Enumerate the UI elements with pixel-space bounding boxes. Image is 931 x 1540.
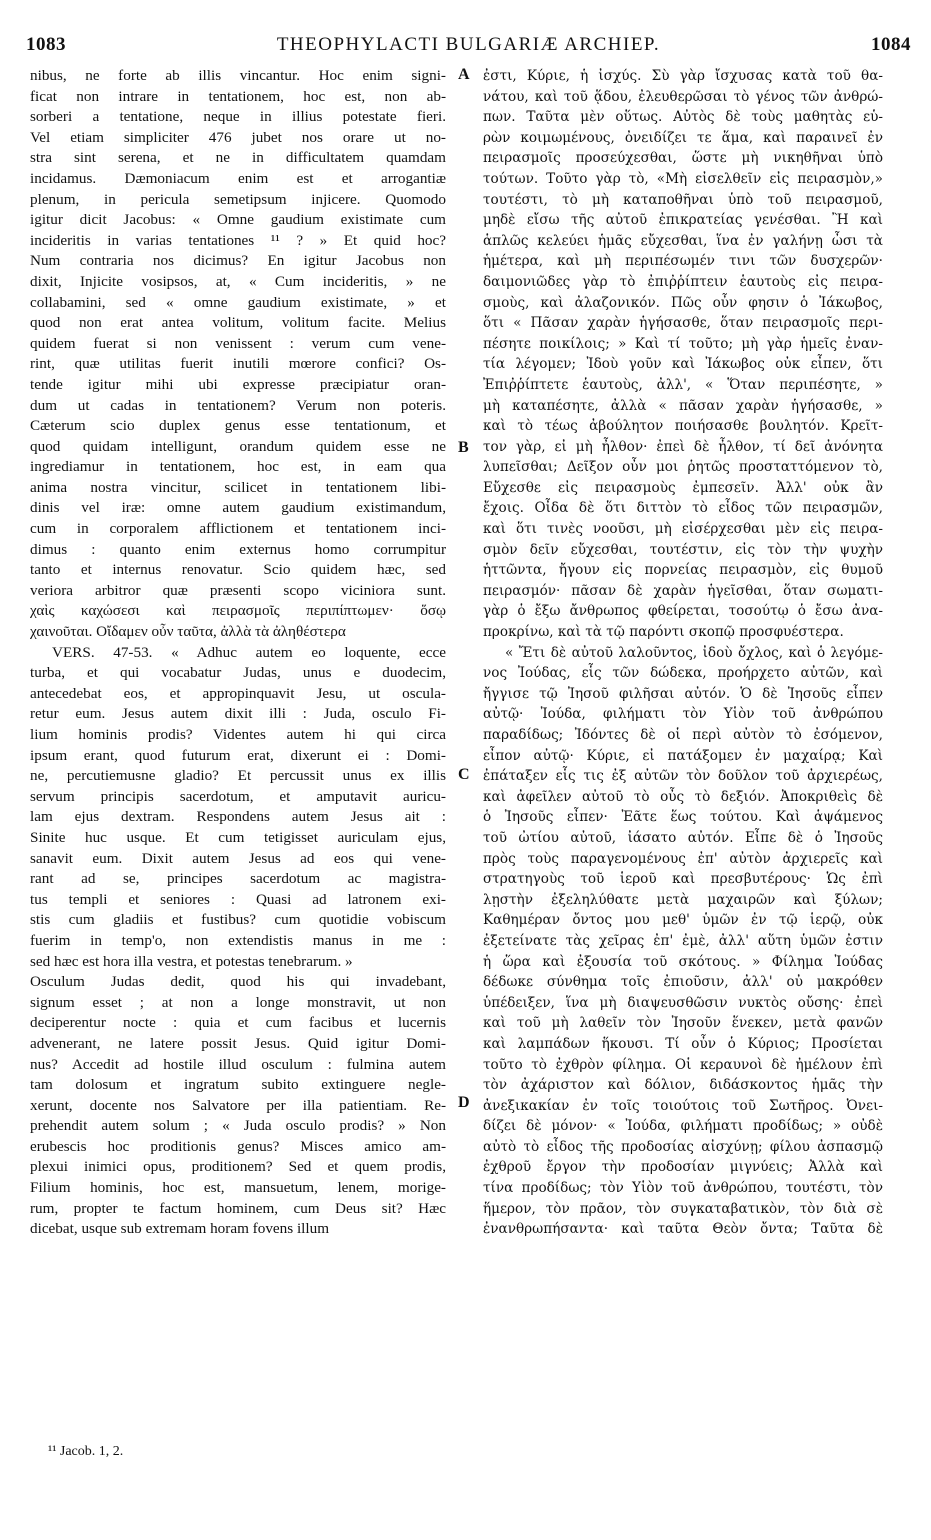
- latin-text-line: servum principis sacerdotum, et amputavit auricu-: [30, 787, 446, 805]
- latin-text-line: rint, quæ utilitas fuerit inutili mœrore confici? Os-: [30, 355, 446, 373]
- greek-text-line: καὶ λαμπάδων ἥκουσι. Τί οὖν ὁ Κύριος; Προσίεται: [483, 1035, 883, 1052]
- latin-text-line: collabamini, sed « omne gaudium existimate, » et: [30, 293, 446, 311]
- greek-text-line: ἡ ὥρα καὶ ἐξουσία τοῦ σκότους. » Φίλημα Ἰούδας: [483, 953, 883, 970]
- greek-text-line: τίνα προδίδως; τὸν Υἱὸν τοῦ ἀνθρώπου, τουτέστι, τὸν: [483, 1180, 883, 1197]
- greek-text-line: λυπεῖσθαι; Δεῖξον οὖν μοι ῥητῶς προσταττόμενον τὸ,: [483, 459, 883, 476]
- latin-text-line: cum in corporalem afflictionem et tentationem inci-: [30, 520, 446, 538]
- latin-text-line: prehendit autem solum ; « Juda osculo prodis? » Non: [30, 1117, 446, 1135]
- latin-text-line: anima nostra vincitur, scilicet in tentationem libi-: [30, 478, 446, 496]
- latin-text-line: Vel etiam simpliciter 476 jubet nos orare ut no-: [30, 128, 446, 146]
- greek-text-line: πειρασμοῖς προσεύχεσθαι, ὥστε μὴ νικηθῆναι ὑπὸ: [483, 150, 883, 167]
- latin-text-line: erubescis hoc proditionis genus? Misces amico am-: [30, 1137, 446, 1155]
- latin-text-line: χαινοῦται. Οἴδαμεν οὖν ταῦτα, ἀλλὰ τὰ ἀληθέστερα: [30, 623, 346, 641]
- greek-text-line: πρὸς τοὺς παραγενομένους ἐπ' αὐτὸν ἀρχιερεῖς καὶ: [483, 850, 883, 867]
- greek-text-line: ἁπλῶς κελεύει ἡμᾶς εὔχεσθαι, ἵνα ἐν γαλήνῃ ὦσι τὰ: [483, 232, 883, 249]
- greek-text-line: αὐτὸ τὸ εἶδος τῆς προδοσίας αἰσχύνῃ; φίλου ἀσπασμῷ: [483, 1138, 883, 1155]
- latin-text-line: nus? Accedit ad hostile illud osculum : fulmina autem: [30, 1055, 446, 1073]
- greek-text-line: λῃστὴν ἐξεληλύθατε μετὰ μαχαιρῶν καὶ ξύλων;: [483, 891, 883, 908]
- section-marker-d: D: [458, 1094, 470, 1111]
- latin-text-line: turba, et qui vocabatur Judas, unus e duodecim,: [30, 664, 446, 682]
- latin-text-line: Sinite huc usque. Et cum tetigisset auriculam ejus,: [30, 828, 446, 846]
- greek-text-line: ἔχοις. Οἶδα δὲ ὅτι διττὸν τὸ εἶδος τῶν πειρασμῶν,: [483, 500, 883, 517]
- greek-text-line: δαιμονιῶδες γὰρ τὸ ἐπιῤῥίπτειν ἑαυτοὺς εἰς πειρα-: [483, 273, 883, 290]
- latin-text-line: sed hæc est hora illa vestra, et potestas tenebrarum. »: [30, 952, 353, 970]
- latin-text-line: nibus, ne forte ab illis vincantur. Hoc enim signi-: [30, 67, 446, 84]
- greek-text-line: ὑπέδειξεν, ἵνα μὴ διαψευσθῶσιν νυκτὸς οὔσης· ἐπεὶ: [483, 994, 883, 1011]
- greek-text-line: τούτων. Τοῦτο γὰρ τὸ, «Μὴ εἰσελθεῖν εἰς πειρασμὸν,»: [483, 170, 883, 187]
- latin-text-line: sorberi a tentatione, neque in illius potestate fieri.: [30, 108, 446, 126]
- latin-text-line: ne, percutiemusne gladio? Et percussit unus ex illis: [30, 767, 446, 785]
- greek-text-line: ἐχθροῦ ἔργον τὴν προδοσίαν μιγνύεις; Ἀλλὰ καὶ: [483, 1159, 883, 1176]
- latin-text-line: dixit, Injicite vosipsos, at, « Cum incideritis, » ne: [30, 272, 446, 290]
- latin-text-line: dum ut cadas in tentationem? Verum non poteris.: [30, 396, 446, 414]
- latin-text-line: ipsum erant, quod futurum erat, dixerunt ei : Domi-: [30, 746, 446, 764]
- latin-text-line: dinis vel iræ: omne autem gaudium existimandum,: [30, 499, 446, 517]
- latin-text-line: plenum, in pericula semetipsum injicere. Quomodo: [30, 190, 446, 208]
- section-marker-b: B: [458, 439, 469, 456]
- latin-text-line: signum esset ; at non a longe monstravit, ut non: [30, 993, 446, 1011]
- greek-text-line: εἶπον αὐτῷ· Κύριε, εἰ πατάξομεν ἐν μαχαίρᾳ; Καὶ: [483, 747, 883, 764]
- greek-text-line: ἡμέτερα, καὶ μὴ περιπέσωμέν τινι τῶν δυσχερῶν·: [483, 253, 883, 270]
- latin-text-line: incidamus. Dæmoniacum enim est et arrogantiæ: [30, 169, 446, 187]
- greek-text-line: πων. Ταῦτα μὲν οὕτως. Αὐτὸς δὲ τοὺς μαθητὰς εὑ-: [483, 109, 883, 126]
- latin-text-line: dimus : quanto enim externus homo corrumpitur: [30, 540, 446, 558]
- greek-text-line: μηδὲ εἴσω τῆς αὐτοῦ ἐπικρατείας γενέσθαι. Ἢ καὶ: [483, 212, 883, 229]
- greek-text-line: ὁ Ἰησοῦς εἶπεν· Ἐᾶτε ἕως τούτου. Καὶ ἁψάμενος: [483, 809, 883, 826]
- latin-text-line: veriora arbitror quæ præsenti scopo viciniora sunt.: [30, 581, 446, 599]
- greek-text-line: ἐστι, Κύριε, ἡ ἰσχύς. Σὺ γὰρ ἴσχυσας κατὰ τοῦ θα-: [483, 68, 883, 84]
- latin-text-line: quod quidam intelligunt, orandum quidem esse ne: [30, 437, 446, 455]
- latin-text-line: fuerim in temp'o, non extendistis manus in me :: [30, 931, 446, 949]
- greek-text-line: γὰρ ὁ ἔξω ἄνθρωπος φθείρεται, τοσούτῳ ὁ ἔσω ἀνα-: [483, 603, 883, 620]
- latin-text-line: ficat non intrare in tentationem, hoc est, non ab-: [30, 87, 446, 105]
- latin-text-line: xerunt, docente nos Salvatore per illa patientiam. Re-: [30, 1096, 446, 1114]
- greek-text-line: νος Ἰούδας, εἷς τῶν δώδεκα, προήρχετο αὐτῶν, καὶ: [483, 665, 883, 682]
- latin-text-line: stis cum gladiis et fustibus? cum quotidie vobiscum: [30, 911, 446, 929]
- latin-text-line: rant ad se, principes sacerdotum ac magistra-: [30, 870, 446, 888]
- greek-text-line: προκρίνω, καὶ τὰ τῷ παρόντι σκοπῷ προσφυέστερα.: [483, 624, 844, 641]
- latin-text-line: deciperentur nocte : quia et cum facibus et lucernis: [30, 1014, 446, 1032]
- greek-text-line: στρατηγοὺς τοῦ ἱεροῦ καὶ πρεσβυτέρους· Ὡς ἐπὶ: [483, 871, 883, 888]
- page-header: [26, 34, 911, 60]
- latin-text-line: Filium hominis, hoc est, mansuetum, lenem, morige-: [30, 1179, 446, 1197]
- greek-text-line: καὶ τὸ τέως ἀβούλητον ποιήσασθε βουλητόν. Κρεῖτ-: [483, 418, 883, 435]
- running-title: THEOPHYLACTI BULGARIÆ ARCHIEP.: [276, 34, 661, 55]
- greek-text-line: καὶ ὅτι τινὲς νοοῦσι, μὴ εἰσέρχεσθαι μὲν εἰς πειρα-: [483, 521, 883, 538]
- greek-text-line: τοῦτο τὸ ἐχθρὸν φίλημα. Οἱ κεραυνοὶ δὲ ἠμέλουν ἐπὶ: [483, 1056, 883, 1073]
- greek-text-line: ἐπάταξεν εἷς τις ἐξ αὐτῶν τὸν δοῦλον τοῦ ἀρχιερέως,: [483, 768, 883, 785]
- latin-text-line: Num contraria nos dicimus? En igitur Jacobus non: [30, 252, 446, 270]
- greek-text-line: πέσητε ποικίλοις; » Καὶ τί τοῦτο; μὴ γὰρ ἡμεῖς ἐναν-: [483, 335, 883, 352]
- greek-text-line: παραδίδως; Ἰδόντες δὲ οἱ περὶ αὐτὸν τὸ ἐσόμενον,: [483, 727, 883, 743]
- latin-text-line: retur eum. Jesus autem dixit illi : Juda, osculo Fi-: [30, 705, 446, 723]
- left-page-number: 1083: [26, 34, 66, 55]
- greek-text-line: ἐνανθρωπήσαντα· καὶ ταῦτα Θεὸν ὄντα; Ταῦτα δὲ: [483, 1221, 883, 1238]
- latin-text-line: antecedebat eos, et appropinquavit Jesu, ut oscula-: [30, 684, 446, 702]
- greek-text-line: μὴ καταπέσητε, ἀλλὰ « πᾶσαν χαρὰν ἡγήσασθε, »: [483, 397, 883, 414]
- greek-text-line: τον γὰρ, εἰ μὴ ἦλθον· ἐπεὶ δὲ ἦλθον, τί δεῖ ἀνόνητα: [483, 438, 883, 455]
- greek-text-line: « Ἔτι δὲ αὐτοῦ λαλοῦντος, ἰδοὺ ὄχλος, καὶ ὁ λεγόμε-: [505, 644, 883, 661]
- latin-text-line: dicebat, usque sub extremam horam fovens illum: [30, 1220, 330, 1238]
- greek-text-line: τοῦ ὠτίου αὐτοῦ, ἰάσατο αὐτόν. Εἶπε δὲ ὁ Ἰησοῦς: [483, 829, 883, 846]
- latin-text-line: stra sint serena, et ne in difficultatem quamdam: [30, 149, 446, 167]
- latin-text-line: quod non erat antea volitum, volitum facite. Melius: [30, 314, 446, 332]
- latin-text-line: Osculum Judas dedit, quod his qui invadebant,: [30, 973, 446, 991]
- greek-text-line: Εὔχεσθε εἰς πειρασμοὺς ἐμπεσεῖν. Ἀλλ' οὐκ ἂν: [483, 479, 883, 496]
- greek-text-line: σμοὺς, καὶ ἀλαζονικόν. Πῶς οὖν φησιν ὁ Ἰάκωβος,: [483, 294, 883, 311]
- latin-text-line: ingrediamur in tentationem, hoc est, in eam qua: [30, 458, 446, 476]
- greek-text-line: τὸν ἀχάριστον καὶ δόλιον, διδάσκοντος ἡμᾶς τὴν: [483, 1077, 883, 1094]
- latin-text-line: sanavit eum. Dixit autem Jesus ad eos qui vene-: [30, 849, 446, 867]
- greek-text-line: καὶ τοῦ μὴ λαθεῖν τὸν Ἰησοῦν ἕνεκεν, μετὰ φανῶν: [483, 1015, 883, 1032]
- greek-text-line: πειρασμόν· πᾶσαν δὲ χαρὰν ἡγεῖσθαι, ὅταν σωματι-: [483, 582, 883, 599]
- latin-text-line: rum, propter te factum hominem, cum Deus sit? Hæc: [30, 1199, 446, 1217]
- latin-text-line: lium hominis prodis? Videntes autem hi qui circa: [30, 726, 446, 743]
- greek-text-line: ἡττῶντα, ἤγουν εἰς πορνείας πειρασμὸν, εἰς θυμοῦ: [483, 562, 883, 579]
- latin-text-line: lam ejus dextram. Respondens autem Jesus ait :: [30, 808, 446, 826]
- latin-text-line: igitur dicit Jacobus: « Omne gaudium existimate cum: [30, 211, 446, 229]
- greek-text-line: δίζει δὲ μόνον· « Ἰούδα, φιλήματι προδίδως; » οὐδὲ: [483, 1118, 883, 1135]
- latin-text-line: incideritis in varias tentationes ¹¹ ? » Et quid hoc?: [30, 231, 446, 249]
- greek-text-line: ἐξετείνατε τὰς χεῖρας ἐπ' ἐμὲ, ἀλλ' αὕτη ὑμῶν ἐστιν: [483, 932, 883, 949]
- greek-text-line: ἥμερον, τὸν πρᾶον, τὸν συγκαταβατικὸν, τὸν διὰ σὲ: [483, 1200, 883, 1217]
- footnote: ¹¹ Jacob. 1, 2.: [48, 1444, 124, 1459]
- greek-text-line: αὐτῷ· Ἰούδα, φιλήματι τὸν Υἱὸν τοῦ ἀνθρώπου: [483, 706, 883, 723]
- latin-text-line: tanto et internus renovatur. Scio quidem hæc, sed: [30, 561, 446, 579]
- greek-text-line: νάτου, καὶ τοῦ ᾅδου, ἐλευθερῶσαι τὸ γένος τῶν ἀνθρώ-: [483, 88, 883, 105]
- greek-text-line: σμὸν δεῖν εὔχεσθαι, τουτέστιν, εἰς τὸν τὴν ψυχὴν: [483, 541, 883, 558]
- latin-text-line: advenerant, ne latere possit Jesus. Quid igitur Domi-: [30, 1034, 446, 1052]
- greek-text-line: Ἐπιῤῥίπτετε ἑαυτοὺς, ἀλλ', « Ὅταν περιπέσητε, »: [483, 376, 883, 393]
- latin-text-line: quidem fuerat si non venissent : verum cum vene-: [30, 334, 446, 352]
- greek-text-line: Καθημέραν ὄντος μου μεθ' ὑμῶν ἐν τῷ ἱερῷ, οὐκ: [483, 912, 883, 929]
- section-marker-c: C: [458, 766, 470, 783]
- latin-text-line: χαὶς καχώσεσι καὶ πειρασμοῖς περιπίπτωμεν· ὅσῳ: [30, 602, 446, 620]
- latin-column: [30, 66, 446, 1240]
- greek-text-line: ρὼν κοιμωμένους, ὀνειδίζει τε ἅμα, καὶ παραινεῖ ἐν: [483, 129, 883, 146]
- greek-column: [483, 66, 883, 1240]
- right-page-number: 1084: [871, 34, 911, 55]
- section-marker-a: A: [458, 66, 470, 83]
- latin-text-line: tam dolosum et ingratum subito extinguere negle-: [30, 1076, 446, 1094]
- greek-text-line: ἤγγισε τῷ Ἰησοῦ φιλῆσαι αὐτόν. Ὁ δὲ Ἰησοῦς εἶπεν: [483, 685, 883, 702]
- greek-text-line: ἀνεξικακίαν ἐν τοῖς τοιούτοις τοῦ Σωτῆρος. Ὀνει-: [483, 1097, 883, 1114]
- greek-text-line: τουτέστι, τὸ μὴ καταποθῆναι ὑπὸ τοῦ πειρασμοῦ,: [483, 191, 883, 208]
- greek-text-line: καὶ ἀφεῖλεν αὐτοῦ τὸ οὖς τὸ δεξιόν. Ἀποκριθεὶς δὲ: [483, 788, 883, 805]
- greek-text-line: ὅτι « Πᾶσαν χαρὰν ἡγήσασθε, ὅταν πειρασμοῖς περι-: [483, 315, 883, 332]
- latin-text-line: Cæterum scio duplex genus esse tentationum, et: [30, 417, 446, 435]
- greek-text-line: τία λέγομεν; Ἰδοὺ γοῦν καὶ Ἰάκωβος οὐκ εἶπεν, ὅτι: [483, 356, 883, 373]
- greek-text-line: δέδωκε σύνθημα τοῖς ἐπιοῦσιν, ἀλλ' οὐ μακρόθεν: [483, 974, 883, 991]
- latin-text-line: tus templi et seniores : Quasi ad latronem exi-: [30, 890, 446, 908]
- latin-text-line: tende igitur mihi ubi expresse præcipiatur oran-: [30, 375, 446, 393]
- latin-text-line: plexui inimici opus, proditionem? Sed et quem prodis,: [30, 1158, 446, 1176]
- latin-text-line: VERS. 47-53. « Adhuc autem eo loquente, ecce: [52, 643, 446, 661]
